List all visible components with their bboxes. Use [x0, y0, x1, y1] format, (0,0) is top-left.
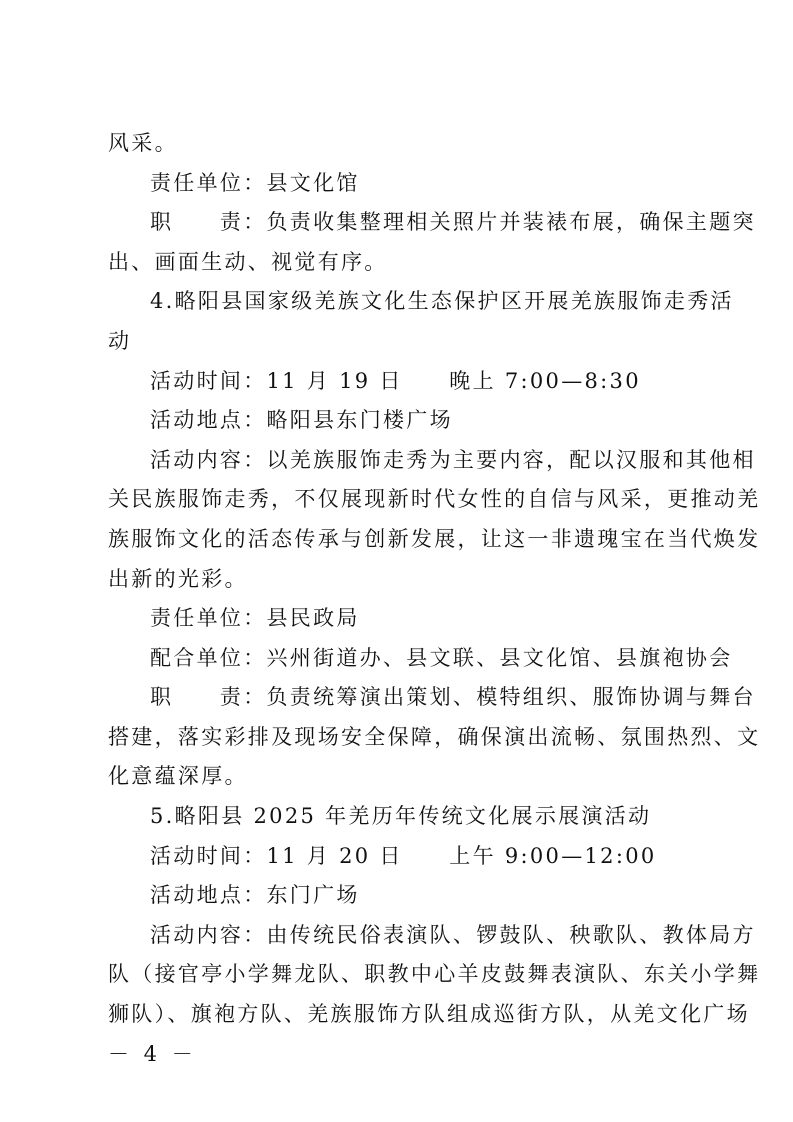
section-heading: 5.略阳县 2025 年羌历年传统文化展示展演活动	[150, 804, 652, 828]
body-line: 活动内容：以羌族服饰走秀为主要内容，配以汉服和其他相	[150, 448, 756, 472]
body-line: 活动内容：由传统民俗表演队、锣鼓队、秧歌队、教体局方	[150, 923, 756, 947]
body-line: 活动地点：略阳县东门楼广场	[150, 408, 453, 432]
body-line: 活动时间：11 月 20 日 上午 9:00—12:00	[150, 844, 657, 868]
section-heading-cont: 动	[108, 329, 132, 353]
body-line: 活动时间：11 月 19 日 晚上 7:00—8:30	[150, 369, 641, 393]
section-heading: 4.略阳县国家级羌族文化生态保护区开展羌族服饰走秀活	[150, 289, 734, 313]
body-line: 关民族服饰走秀，不仅展现新时代女性的自信与风采，更推动羌	[108, 487, 761, 511]
page-number: － 4 －	[108, 1042, 197, 1066]
body-line: 配合单位：兴州街道办、县文联、县文化馆、县旗袍协会	[150, 646, 733, 670]
body-line: 族服饰文化的活态传承与创新发展，让这一非遗瑰宝在当代焕发	[108, 527, 761, 551]
body-line: 活动地点：东门广场	[150, 883, 360, 907]
body-line: 责任单位：县民政局	[150, 606, 360, 630]
body-line: 责任单位：县文化馆	[150, 171, 360, 195]
body-line: 出、画面生动、视觉有序。	[108, 250, 388, 274]
body-line: 职 责：负责统筹演出策划、模特组织、服饰协调与舞台	[150, 685, 756, 709]
body-line: 职 责：负责收集整理相关照片并装裱布展，确保主题突	[150, 210, 756, 234]
body-line: 搭建，落实彩排及现场安全保障，确保演出流畅、氛围热烈、文	[108, 725, 761, 749]
body-line: 风采。	[108, 131, 178, 155]
body-line: 队（接官亭小学舞龙队、职教中心羊皮鼓舞表演队、东关小学舞	[108, 962, 761, 986]
body-line: 狮队）、旗袍方队、羌族服饰方队组成巡街方队，从羌文化广场	[108, 1002, 750, 1026]
body-line: 出新的光彩。	[108, 567, 248, 591]
body-line: 化意蕴深厚。	[108, 764, 248, 788]
